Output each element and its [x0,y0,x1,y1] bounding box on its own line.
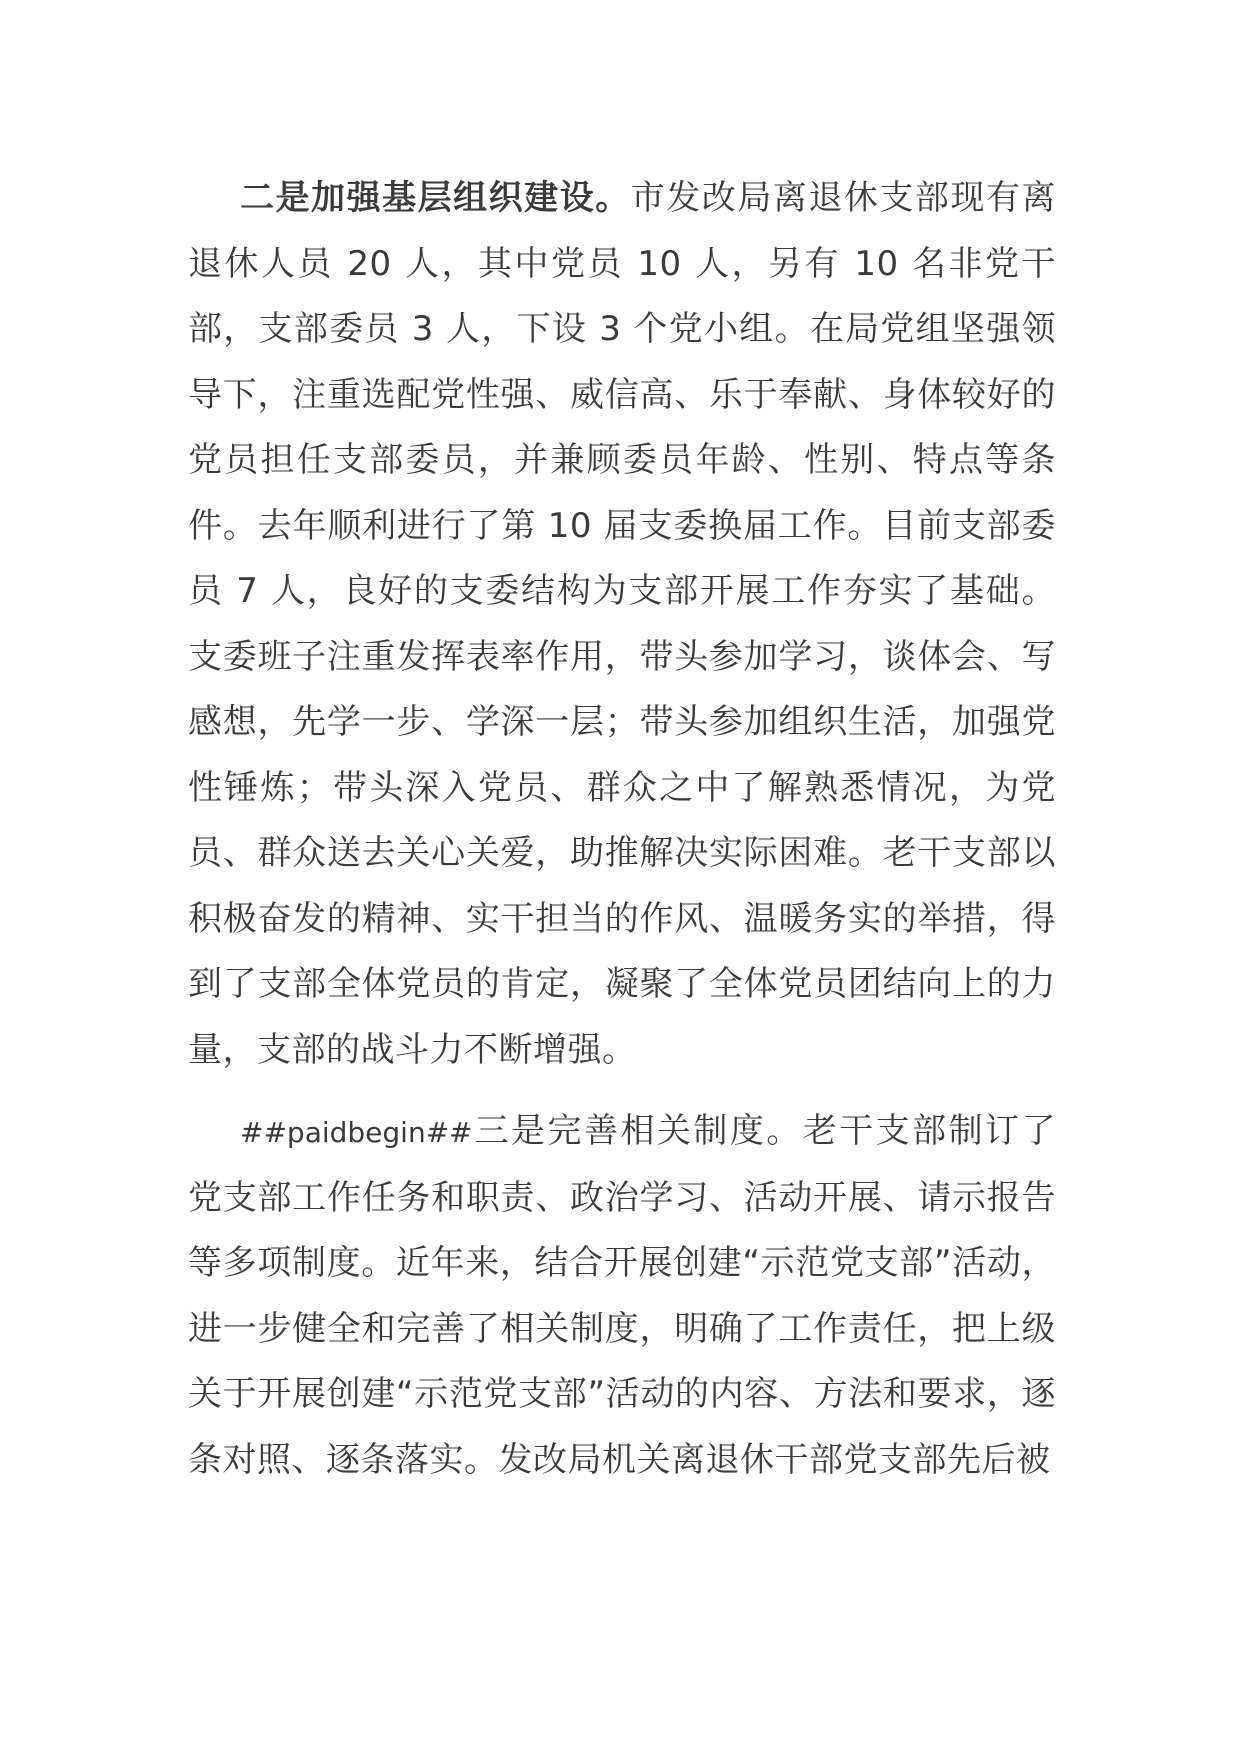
document-page [188,166,1056,1493]
paragraph-system-improvement [188,1099,1056,1493]
paragraph-body: 市发改局离退休支部现有离退休人员 20 人，其中党员 10 人，另有 10 名非党干部，支部委员 3 人，下设 3 个党小组。在局党组坚强领导下，注重选配党性强、威信高、乐于奉献、身体较好的党员担任支部委员，并兼顾委员年龄、性别、特点等条件。去年顺利进行了第 10 届支委换届工作。目前支部委员 7 人，良好的支委结构为支部开展工作夯实了基础。支委班子注重发挥表率作用，带头参加学习，谈体会、写感想，先学一步、学深一层；带头参加组织生活，加强党性锤炼；带头深入党员、群众之中了解熟悉情况，为党员、群众送去关心关爱，助推解决实际困难。老干支部以积极奋发的精神、实干担当的作风、温暖务实的举措，得到了支部全体党员的肯定，凝聚了全体党员团结向上的力量，支部的战斗力不断增强。 [188,178,1056,1070]
paragraph-organization-building [188,166,1056,1083]
paragraph-lead: 二是加强基层组织建设。 [240,178,631,218]
paragraph-body: 三是完善相关制度。老干支部制订了党支部工作任务和职责、政治学习、活动开展、请示报告等多项制度。近年来，结合开展创建“示范党支部”活动，进一步健全和完善了相关制度，明确了工作责任，把上级关于开展创建“示范党支部”活动的内容、方法和要求，逐条对照、逐条落实。发改局机关离退休干部党支部先后被 [188,1111,1056,1480]
paid-begin-marker: ##paidbegin## [240,1116,473,1149]
